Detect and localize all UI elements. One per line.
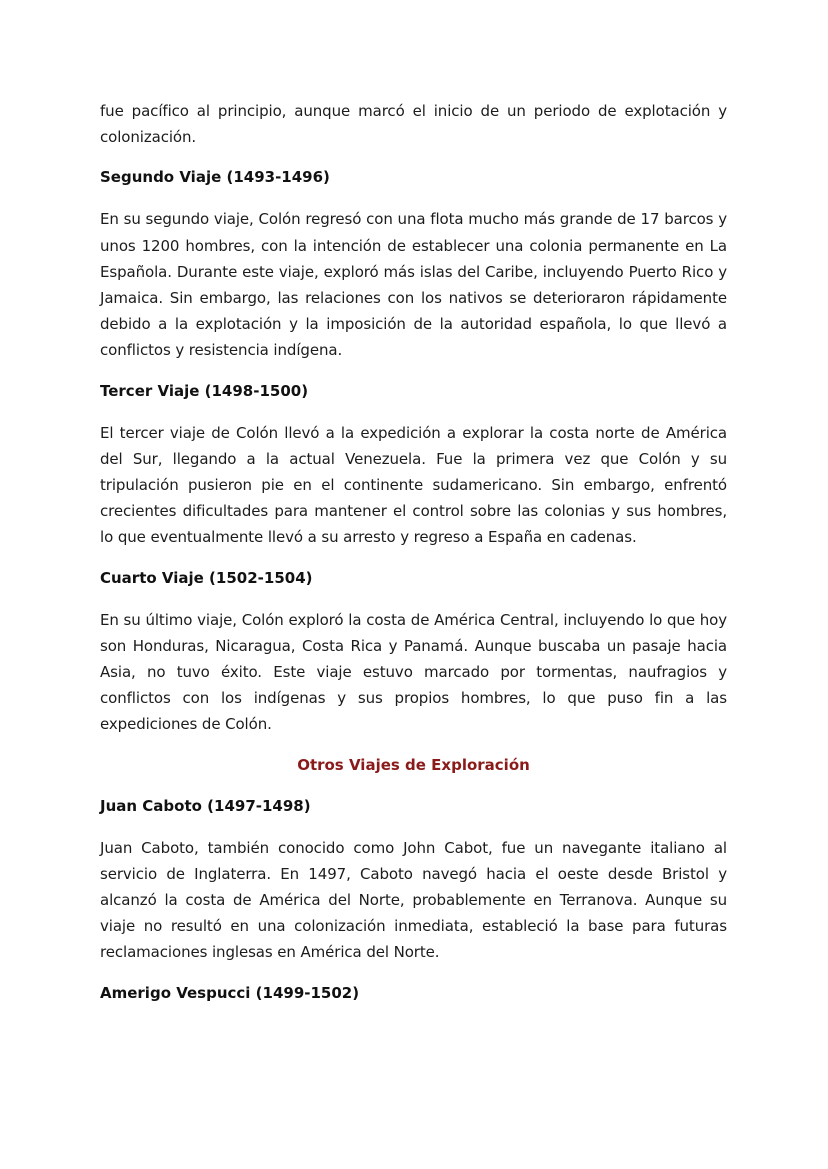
section-heading-tercer-viaje: Tercer Viaje (1498-1500) bbox=[100, 381, 309, 400]
document-page bbox=[100, 98, 727, 1005]
section-heading-segundo-viaje: Segundo Viaje (1493-1496) bbox=[100, 168, 330, 187]
section-heading-amerigo-vespucci: Amerigo Vespucci (1499-1502) bbox=[100, 983, 360, 1002]
section-text-juan-caboto: Juan Caboto, también conocido como John Cabot, fue un navegante italiano al servicio de Inglaterra. En 1497, Caboto navegó hacia el oeste desde Bristol y alcanzó la costa de América del Norte, probablemente en Terranova. Aunque su viaje no resultó en una colonización inmediata, estableció la base para futuras reclamaciones inglesas en América del Norte. bbox=[100, 838, 727, 962]
section-text-segundo-viaje: En su segundo viaje, Colón regresó con una flota mucho más grande de 17 barcos y unos 1200 hombres, con la intención de establecer una colonia permanente en La Española. Durante este viaje, exploró más islas del Caribe, incluyendo Puerto Rico y Jamaica. Sin embargo, las relaciones con los nativos se deterioraron rápidamente debido a la explotación y la imposición de la autoridad española, lo que llevó a conflictos y resistencia indígena. bbox=[100, 210, 727, 360]
section-heading-juan-caboto: Juan Caboto (1497-1498) bbox=[100, 796, 311, 815]
section-text-cuarto-viaje: En su último viaje, Colón exploró la costa de América Central, incluyendo lo que hoy son Honduras, Nicaragua, Costa Rica y Panamá. Aunque buscaba un pasaje hacia Asia, no tuvo éxito. Este viaje estuvo marcado por tormentas, naufragios y conflictos con los indígenas y sus propios hombres, lo que puso fin a las expediciones de Colón. bbox=[100, 610, 727, 734]
section-text-tercer-viaje: El tercer viaje de Colón llevó a la expedición a explorar la costa norte de América del Sur, llegando a la actual Venezuela. Fue la primera vez que Colón y su tripulación pusieron pie en el continente sudamericano. Sin embargo, enfrentó crecientes dificultades para mantener el control sobre las colonias y sus hombres, lo que eventualmente llevó a su arresto y regreso a España en cadenas. bbox=[100, 423, 727, 547]
intro-paragraph: fue pacífico al principio, aunque marcó el inicio de un periodo de explotación y colonización. bbox=[100, 102, 727, 147]
section-heading-cuarto-viaje: Cuarto Viaje (1502-1504) bbox=[100, 568, 313, 587]
other-voyages-title: Otros Viajes de Exploración bbox=[297, 755, 530, 774]
